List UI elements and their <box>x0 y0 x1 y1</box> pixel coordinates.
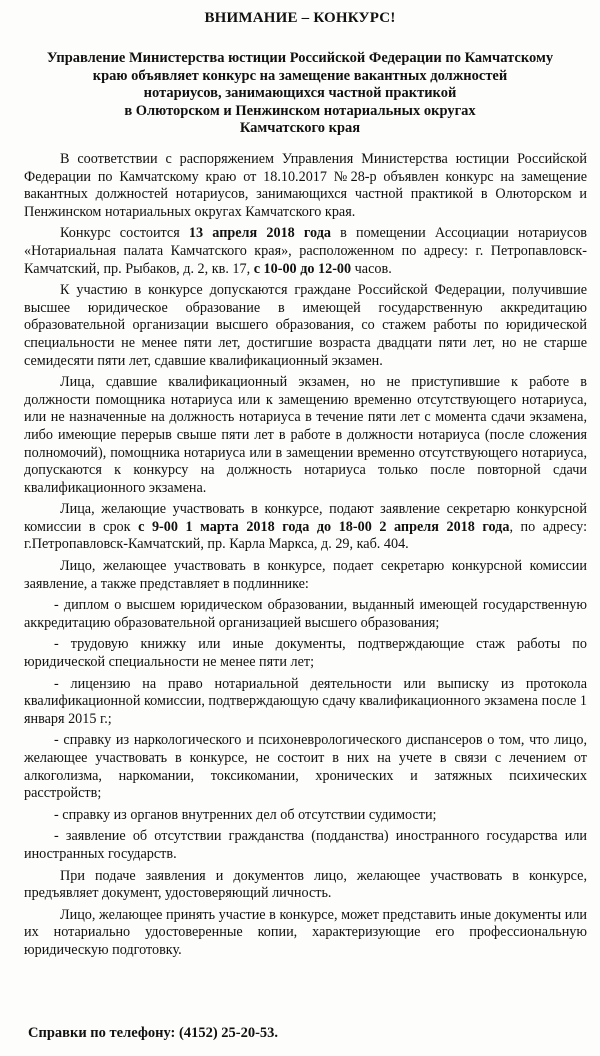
paragraph-additional-docs: Лицо, желающее принять участие в конкурсе, может представить иные документы или их нотариально удостоверенные копии, характеризующие его профессиональную юридическую подготовку. <box>24 906 587 958</box>
contest-place-text: в помещении Ассоциации нотариусов «Нотариальная палата Камчатского края», расположенном по адресу: г. Петропавловск-Камчатский, пр. Рыбаков, д. 2, кв. 17, <box>24 225 587 277</box>
document-list-item: - заявление об отсутствии гражданства (подданства) иностранного государства или иностранных государств. <box>24 828 587 862</box>
application-period: с 9-00 1 марта 2018 года до 18-00 2 апреля 2018 года <box>138 518 510 535</box>
document-list-item: - справку из наркологического и психоневрологического диспансеров о том, что лицо, желающее участвовать в конкурсе, не состоит в них на учете в связи с лечением от алкоголизма, наркомании, токсикомании, хронических и затяжных психических расстройств; <box>24 732 587 802</box>
header-line: Управление Министерства юстиции Российской Федерации по Камчатскому <box>46 50 554 66</box>
announcement-body <box>24 151 587 964</box>
application-text-a: Лица, желающие участвовать в конкурсе, подают заявление секретарю конкурсной комиссии в срок <box>24 501 587 535</box>
header-line: краю объявляет конкурс на замещение вакантных должностей <box>92 67 508 84</box>
paragraph-application-period <box>24 501 587 554</box>
contest-time: с 10-00 до 12-00 <box>253 260 352 277</box>
phone-line: Справки по телефону: (4152) 25-20-53. <box>28 1025 279 1041</box>
header-line: в Олюторском и Пенжинском нотариальных округах <box>124 102 476 119</box>
paragraph-order: В соответствии с распоряжением Управления Министерства юстиции Российской Федерации по Камчатскому краю от 18.10.2017 №28-р объявлен конкурс на замещение вакантных должностей нотариусов, занимающихся частной практикой в Олюторском и Пенжинском нотариальных округах Камчатского края. <box>24 151 587 220</box>
paragraph-identity: При подаче заявления и документов лицо, желающее участвовать в конкурсе, предъявляет документ, удостоверяющий личность. <box>24 867 587 902</box>
application-address: , по адресу: г.Петропавловск-Камчатский, пр. Карла Маркса, д. 29, каб. 404. <box>24 518 588 553</box>
paragraph-documents-intro: Лицо, желающее участвовать в конкурсе, подает секретарю конкурсной комиссии заявление, а также представляет в подлиннике: <box>24 558 587 592</box>
document-list-item: - справку из органов внутренних дел об отсутствии судимости; <box>54 806 437 823</box>
document-list-item: - трудовую книжку или иные документы, подтверждающие стаж работы по юридической специальности не менее пяти лет; <box>24 636 587 671</box>
paragraph-contest-date <box>24 225 587 278</box>
announcement-header <box>20 50 580 138</box>
paragraph-eligibility: К участию в конкурсе допускаются граждане Российской Федерации, получившие высшее юридическое образование в имеющей государственную аккредитацию образовательной организации высшего образования, со стажем работы по юридической специальности не менее пяти лет, достигшие возраста двадцати пяти лет, но не старше семидесяти пяти лет, сдавшие квалификационный экзамен. <box>24 282 587 369</box>
header-line: нотариусов, занимающихся частной практикой <box>143 85 457 101</box>
contest-date: 13 апреля 2018 года <box>188 225 331 242</box>
header-line: Камчатского края <box>239 120 361 136</box>
contest-time-suffix: часов. <box>351 260 392 277</box>
document-list-item: - лицензию на право нотариальной деятельности или выписку из протокола квалификационной комиссии, подтверждающую сдачу квалификационного экзамена после 1 января 2015 г.; <box>24 675 587 727</box>
document-title: ВНИМАНИЕ – КОНКУРС! <box>204 10 396 26</box>
document-list-item: - диплом о высшем юридическом образовании, выданный имеющей государственную аккредитацию образовательной организацией высшего образования; <box>24 597 587 631</box>
paragraph-reexam: Лица, сдавшие квалификационный экзамен, но не приступившие к работе в должности помощника нотариуса или к замещению временно отсутствующего нотариуса, или не назначенные на должность нотариуса в течение пяти лет с момента сдачи экзамена, либо имеющие перерыв свыше пяти лет в работе в должности нотариуса (после сложения полномочий), помощника нотариуса или в замещении временно отсутствующего нотариуса, допускаются к конкурсу на должность нотариуса только после повторной сдачи квалификационного экзамена. <box>24 374 587 496</box>
contest-date-text-a: Конкурс состоится <box>60 225 189 242</box>
